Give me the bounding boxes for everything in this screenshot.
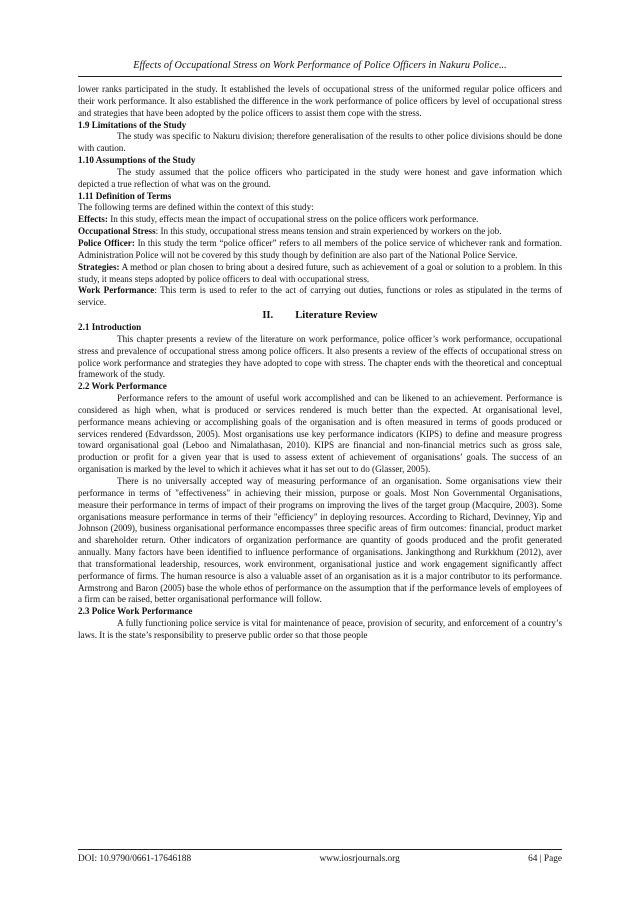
footer-doi: DOI: 10.9790/0661-17646188 (78, 854, 192, 864)
page-footer (78, 854, 562, 864)
police-work-performance-paragraph: A fully functioning police service is vital for maintenance of peace, provision of security, and enforcement of a country’s laws. It is the state’s responsibility to preserve public order so that those people (78, 618, 562, 640)
intro-paragraph: lower ranks participated in the study. It established the levels of occupational stress of the uniformed regular police officers and their work performance. It also established the difference in the work performance of police officers by level of occupational stress and strategies that have been adopted by the police officers to assist them cope with the stress. (78, 84, 562, 118)
definition-term: Strategies: (78, 261, 120, 272)
limitations-paragraph: The study was specific to Nakuru division; therefore generalisation of the results to other police divisions should be done with caution. (78, 131, 562, 154)
footer-website: www.iosrjournals.org (319, 854, 400, 864)
introduction-paragraph: This chapter presents a review of the literature on work performance, police officer’s work performance, occupational stress and prevalence of occupational stress among police officers. It also presents a review of the effects of occupational stress on police work performance and strategies they have adopted to cope with stress. The chapter ends with the theoretical and conceptual framework of the study. (78, 333, 562, 380)
work-performance-paragraph-2: There is no universally accepted way of measuring performance of an organisation. Some organisations view their performance in terms of "effectiveness" in achieving their mission, purpose or goals. Most Non Governmental Organisations, measure their performance in terms of impact of their programs on improving the lives of the target group (Macquire, 2003). Some organisations measure performance in terms of their "efficiency" in deploying resources. According to Richard, Devinney, Yip and Johnson (2009), business organisational performance encompasses three specific areas of firm outcomes: financial, product market and shareholder return. Other indicators of organization performance are quantity of goods produced and the profit generated annually. Many factors have been identified to influence performance of organisations. Jankingthong and Rurkkhum (2012), aver that transformational leadership, resources, work environment, organisational justice and work engagement significantly affect performance of firms. The human resource is also a valuable asset of an organisation as it is a major contributor to its performance. Armstrong and Baron (2005) base the whole ethos of performance on the assumption that if the performance levels of employees of a firm can be raised, better organisational performance will follow. (78, 476, 562, 605)
header-rule (78, 76, 562, 77)
footer-rule (78, 849, 562, 850)
section-heading-assumptions: 1.10 Assumptions of the Study (78, 155, 196, 166)
definition-effects (78, 214, 562, 226)
chapter-heading (78, 309, 562, 322)
chapter-title: Literature Review (295, 310, 378, 322)
footer-page-number: 64 | Page (528, 854, 562, 864)
definition-text: : In this study, occupational stress means tension and strain experienced by workers on the job. (155, 226, 502, 237)
section-heading-definitions: 1.11 Definition of Terms (78, 190, 172, 201)
definition-police-officer (78, 238, 562, 262)
definitions-intro: The following terms are defined within the context of this study: (78, 202, 314, 213)
running-title: Effects of Occupational Stress on Work Performance of Police Officers in Nakuru Police... (133, 60, 507, 71)
section-heading-limitations: 1.9 Limitations of the Study (78, 119, 187, 130)
definition-term: Work Performance (78, 285, 155, 296)
definition-strategies (78, 262, 562, 286)
definition-occupational-stress (78, 226, 562, 238)
body-text (78, 84, 562, 642)
section-heading-work-performance: 2.2 Work Performance (78, 381, 167, 392)
section-heading-police-work-performance: 2.3 Police Work Performance (78, 606, 193, 617)
chapter-number: II. (262, 310, 274, 322)
definition-term: Police Officer: (78, 237, 135, 248)
definition-text: In this study the term “police officer” refers to all members of the police service of whichever rank and formation. Administration Police will not be covered by this study though by definition are also part of the National Police Service. (78, 237, 562, 260)
definition-term: Occupational Stress (78, 226, 156, 237)
assumptions-paragraph: The study assumed that the police officers who participated in the study were honest and gave information which depicted a true reflection of what was on the ground. (78, 166, 562, 189)
definition-term: Effects: (78, 214, 108, 225)
definition-text: In this study, effects mean the impact of occupational stress on the police officers work performance. (107, 214, 479, 225)
definition-text: : This term is used to refer to the act of carrying out duties, functions or roles as stipulated in the terms of service. (78, 285, 562, 308)
definition-text: A method or plan chosen to bring about a desired future, such as achievement of a goal or solution to a problem. In this study, it means steps adopted by police officers to deal with occupational stress. (78, 261, 562, 284)
definition-work-performance (78, 285, 562, 309)
work-performance-paragraph-1: Performance refers to the amount of useful work accomplished and can be likened to an achievement. Performance is considered as high when, what is produced or services rendered is much better than the expected. At organisational level, performance means achieving or accomplishing goals of the organisation and is often measured in terms of goods produced or services rendered (Edvardsson, 2005). Most organisations use key performance indicators (KIPS) to define and measure progress toward organisational goal (Leboo and Nimalathasan, 2010). KIPS are financial and non-financial metrics such as gross sale, production or profit for a given year that is used to assess extent of achievement of organisations’ goals. The success of an organisation is marked by the level to which it achieves what it has set out to do (Glasser, 2005). (78, 393, 562, 475)
section-heading-introduction: 2.1 Introduction (78, 322, 142, 333)
